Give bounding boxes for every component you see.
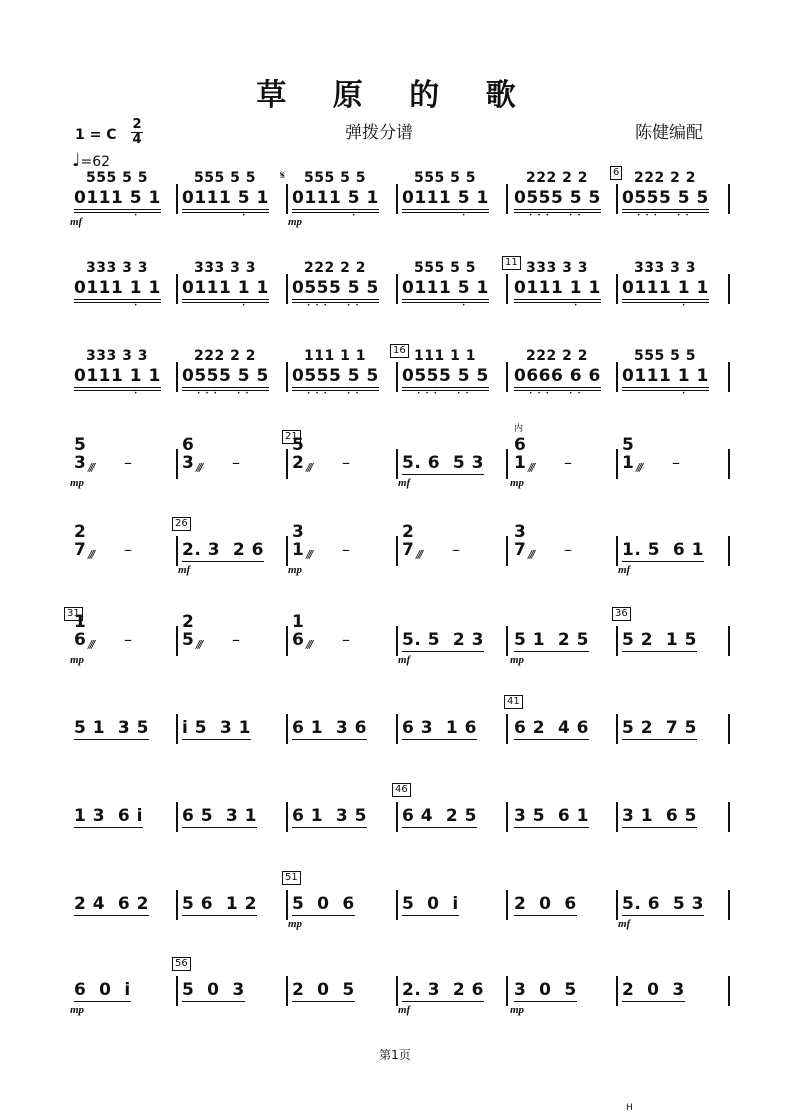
bar-line [616, 274, 618, 304]
technique-mark: 内 [514, 424, 524, 434]
bar-line [728, 449, 730, 479]
lower-voice: 2. 3 2 6 [402, 980, 484, 1000]
sustain-dash: – [124, 540, 132, 559]
octave-dots: · [74, 388, 143, 399]
bar-line [396, 802, 398, 832]
lower-voice: 5 1 3 5 [74, 718, 149, 738]
bar-line [286, 536, 288, 566]
bar-line [176, 274, 178, 304]
octave-dots: · [514, 300, 583, 311]
lower-voice: 5 0 3 [182, 980, 245, 1000]
tremolo-icon: /// [636, 461, 642, 474]
bar-line [396, 890, 398, 920]
lower-voice: 2 0 3 [622, 980, 685, 1000]
octave-dots: ··· ·· [514, 388, 586, 399]
dynamic-marking: mf [398, 477, 411, 489]
bar-line [286, 714, 288, 744]
upper-voice: 6 [182, 435, 195, 455]
octave-dots: · [402, 300, 471, 311]
bar-line [286, 184, 288, 214]
lower-voice: 5 2 1 5 [622, 630, 697, 650]
lower-voice: 2. 3 2 6 [182, 540, 264, 560]
octave-dots: ··· ·· [402, 388, 474, 399]
dynamic-marking: mp [510, 654, 525, 666]
lower-voice: 0111 1 1 [182, 278, 269, 303]
dynamic-marking: mp [288, 216, 303, 228]
lower-voice: 0555 5 5 [622, 188, 709, 213]
bar-line [286, 449, 288, 479]
tremolo-icon: /// [88, 548, 94, 561]
upper-voice: 5 [622, 435, 635, 455]
upper-voice: 333 3 3 [526, 260, 588, 276]
rehearsal-mark: 31 [64, 607, 83, 621]
lower-voice: 6 1 3 5 [292, 806, 367, 826]
lower-voice: 6 5 3 1 [182, 806, 257, 826]
upper-voice: 555 5 5 [194, 170, 256, 186]
upper-voice: 222 2 2 [634, 170, 696, 186]
bar-line [286, 976, 288, 1006]
lower-voice: 0111 5 1 [292, 188, 379, 213]
lower-voice: 6 1 3 6 [292, 718, 367, 738]
lower-voice: 6 [74, 630, 87, 650]
upper-voice: 222 2 2 [526, 348, 588, 364]
bar-line [506, 626, 508, 656]
upper-voice: 2 [402, 522, 415, 542]
tremolo-icon: /// [416, 548, 422, 561]
upper-voice: 1 [74, 612, 87, 632]
octave-dots: ··· ·· [292, 300, 364, 311]
page-title: 草 原 的 歌 [256, 78, 534, 113]
bar-line [728, 714, 730, 744]
system-row [0, 958, 790, 1032]
bar-line [176, 802, 178, 832]
bar-line [506, 714, 508, 744]
lower-voice: 3 [182, 453, 195, 473]
upper-voice: 5 [292, 435, 305, 455]
rehearsal-mark: 41 [504, 695, 523, 709]
bar-line [176, 626, 178, 656]
bar-line [396, 274, 398, 304]
upper-voice: 1 [292, 612, 305, 632]
upper-voice: 555 5 5 [634, 348, 696, 364]
bar-line [176, 536, 178, 566]
bar-line [506, 184, 508, 214]
rehearsal-mark: 6 [610, 166, 622, 180]
bar-line [396, 976, 398, 1006]
rehearsal-mark: 56 [172, 957, 191, 971]
system-row [0, 608, 790, 682]
bar-line [616, 714, 618, 744]
lower-voice: 0111 1 1 [622, 278, 709, 303]
bar-line [728, 802, 730, 832]
bar-line [616, 362, 618, 392]
corner-mark: H [626, 1103, 633, 1113]
quarter-note-icon: ♩ [72, 150, 81, 171]
dynamic-marking: mf [70, 216, 83, 228]
sustain-dash: – [342, 540, 350, 559]
sustain-dash: – [564, 453, 572, 472]
upper-voice: 5 [74, 435, 87, 455]
bar-line [286, 626, 288, 656]
dynamic-marking: mp [70, 654, 85, 666]
octave-dots: · [74, 300, 143, 311]
dynamic-marking: mf [398, 654, 411, 666]
tremolo-icon: /// [306, 548, 312, 561]
octave-dots: · [622, 300, 691, 311]
lower-voice: 0555 5 5 [292, 278, 379, 303]
system-row [0, 424, 790, 505]
tremolo-icon: /// [196, 461, 202, 474]
octave-dots: ··· ·· [622, 210, 694, 221]
rehearsal-mark: 11 [502, 256, 521, 270]
upper-voice: 2 [182, 612, 195, 632]
lower-voice: 6 4 2 5 [402, 806, 477, 826]
time-signature [131, 118, 143, 147]
bar-line [396, 184, 398, 214]
upper-voice: 333 3 3 [86, 348, 148, 364]
sustain-dash: – [232, 453, 240, 472]
sustain-dash: – [564, 540, 572, 559]
system-row [0, 872, 790, 946]
upper-voice: 333 3 3 [634, 260, 696, 276]
bar-line [286, 890, 288, 920]
tremolo-icon: /// [528, 461, 534, 474]
rehearsal-mark: 21 [282, 430, 301, 444]
lower-voice: 1 [514, 453, 527, 473]
key-signature: 1 = C [75, 127, 117, 143]
sustain-dash: – [342, 453, 350, 472]
octave-dots: ··· ·· [292, 388, 364, 399]
upper-voice: 3 [514, 522, 527, 542]
system-row [0, 518, 790, 592]
bar-line [176, 184, 178, 214]
dynamic-marking: mf [618, 564, 631, 576]
tempo-marking [72, 150, 110, 171]
bar-line [176, 976, 178, 1006]
bar-line [728, 976, 730, 1006]
time-signature-bottom: 4 [132, 132, 142, 147]
lower-voice: 0111 5 1 [182, 188, 269, 213]
octave-dots: · [402, 210, 471, 221]
bar-line [396, 362, 398, 392]
bar-line [286, 362, 288, 392]
lower-voice: 2 0 5 [292, 980, 355, 1000]
lower-voice: 3 [74, 453, 87, 473]
bar-line [176, 890, 178, 920]
octave-dots: · [622, 388, 691, 399]
time-signature-top: 2 [132, 117, 142, 132]
system-row [0, 696, 790, 770]
dynamic-marking: mf [398, 1004, 411, 1016]
lower-voice: 0555 5 5 [182, 366, 269, 391]
dynamic-marking: mf [178, 564, 191, 576]
octave-dots: ··· ·· [514, 210, 586, 221]
lower-voice: 0111 5 1 [402, 278, 489, 303]
lower-voice: i 5 3 1 [182, 718, 251, 738]
upper-voice: 6 [514, 435, 527, 455]
dynamic-marking: mp [288, 918, 303, 930]
dynamic-marking: mp [70, 1004, 85, 1016]
lower-voice: 0555 5 5 [514, 188, 601, 213]
sustain-dash: – [452, 540, 460, 559]
bar-line [616, 976, 618, 1006]
lower-voice: 6 [292, 630, 305, 650]
bar-line [616, 890, 618, 920]
sustain-dash: – [342, 630, 350, 649]
arranger-credit: 陈健编配 [635, 123, 703, 143]
sustain-dash: – [232, 630, 240, 649]
tremolo-icon: /// [196, 638, 202, 651]
bar-line [728, 890, 730, 920]
bar-line [616, 536, 618, 566]
page-number: 第1页 [379, 1048, 411, 1062]
octave-dots: · [182, 300, 251, 311]
bar-line [396, 536, 398, 566]
lower-voice: 5 0 6 [292, 894, 355, 914]
lower-voice: 3 0 5 [514, 980, 577, 1000]
bar-line [506, 802, 508, 832]
upper-voice: 222 2 2 [194, 348, 256, 364]
upper-voice: 222 2 2 [526, 170, 588, 186]
bar-line [728, 362, 730, 392]
bar-line [728, 536, 730, 566]
dynamic-marking: mp [510, 477, 525, 489]
bar-line [396, 626, 398, 656]
octave-dots: · [292, 210, 361, 221]
lower-voice: 6 0 i [74, 980, 131, 1000]
upper-voice: 3 [292, 522, 305, 542]
lower-voice: 0666 6 6 [514, 366, 601, 391]
lower-voice: 2 4 6 2 [74, 894, 149, 914]
lower-voice: 5 [182, 630, 195, 650]
upper-voice: 222 2 2 [304, 260, 366, 276]
octave-dots: ··· ·· [182, 388, 254, 399]
lower-voice: 0555 5 5 [402, 366, 489, 391]
lower-voice: 0111 1 1 [622, 366, 709, 391]
octave-dots: · [182, 210, 251, 221]
lower-voice: 7 [402, 540, 415, 560]
bar-line [506, 890, 508, 920]
lower-voice: 1 3 6 i [74, 806, 143, 826]
sustain-dash: – [124, 453, 132, 472]
lower-voice: 5. 6 5 3 [402, 453, 484, 473]
lower-voice: 5 2 7 5 [622, 718, 697, 738]
bar-line [616, 802, 618, 832]
lower-voice: 2 [292, 453, 305, 473]
dynamic-marking: mp [288, 564, 303, 576]
lower-voice: 3 1 6 5 [622, 806, 697, 826]
lower-voice: 1 [292, 540, 305, 560]
system-row [0, 784, 790, 858]
dynamic-marking: mp [70, 477, 85, 489]
bar-line [728, 184, 730, 214]
upper-voice: 555 5 5 [86, 170, 148, 186]
upper-voice: 555 5 5 [414, 260, 476, 276]
upper-voice: 111 1 1 [414, 348, 476, 364]
lower-voice: 3 5 6 1 [514, 806, 589, 826]
bar-line [728, 626, 730, 656]
octave-dots: · [74, 210, 143, 221]
lower-voice: 5 6 1 2 [182, 894, 257, 914]
tremolo-icon: /// [528, 548, 534, 561]
upper-voice: 333 3 3 [86, 260, 148, 276]
bar-line [396, 714, 398, 744]
lower-voice: 5. 6 5 3 [622, 894, 704, 914]
tempo-value: =62 [80, 154, 111, 170]
lower-voice: 7 [74, 540, 87, 560]
bar-line [616, 449, 618, 479]
lower-voice: 0555 5 5 [292, 366, 379, 391]
lower-voice: 5 1 2 5 [514, 630, 589, 650]
bar-line [286, 802, 288, 832]
rehearsal-mark: 51 [282, 871, 301, 885]
upper-voice: 111 1 1 [304, 348, 366, 364]
upper-voice: 555 5 5 [414, 170, 476, 186]
bar-line [616, 184, 618, 214]
segno-icon: 𝄋 [280, 168, 286, 182]
bar-line [506, 362, 508, 392]
lower-voice: 2 0 6 [514, 894, 577, 914]
bar-line [506, 976, 508, 1006]
tremolo-icon: /// [88, 461, 94, 474]
lower-voice: 5 0 i [402, 894, 459, 914]
bar-line [176, 362, 178, 392]
lower-voice: 1 [622, 453, 635, 473]
lower-voice: 0111 1 1 [514, 278, 601, 303]
dynamic-marking: mp [510, 1004, 525, 1016]
upper-voice: 333 3 3 [194, 260, 256, 276]
bar-line [728, 274, 730, 304]
sustain-dash: – [124, 630, 132, 649]
rehearsal-mark: 46 [392, 783, 411, 797]
tremolo-icon: /// [306, 638, 312, 651]
lower-voice: 0111 1 1 [74, 366, 161, 391]
sustain-dash: – [672, 453, 680, 472]
bar-line [286, 274, 288, 304]
bar-line [506, 274, 508, 304]
bar-line [396, 449, 398, 479]
bar-line [176, 714, 178, 744]
lower-voice: 0111 1 1 [74, 278, 161, 303]
rehearsal-mark: 26 [172, 517, 191, 531]
lower-voice: 5. 5 2 3 [402, 630, 484, 650]
rehearsal-mark: 36 [612, 607, 631, 621]
system-row [0, 345, 790, 418]
lower-voice: 1. 5 6 1 [622, 540, 704, 560]
lower-voice: 0111 5 1 [402, 188, 489, 213]
lower-voice: 6 2 4 6 [514, 718, 589, 738]
bar-line [506, 536, 508, 566]
rehearsal-mark: 16 [390, 344, 409, 358]
upper-voice: 555 5 5 [304, 170, 366, 186]
tremolo-icon: /// [88, 638, 94, 651]
system-row [0, 167, 790, 240]
lower-voice: 7 [514, 540, 527, 560]
bar-line [616, 626, 618, 656]
lower-voice: 0111 5 1 [74, 188, 161, 213]
lower-voice: 6 3 1 6 [402, 718, 477, 738]
bar-line [506, 449, 508, 479]
system-row [0, 257, 790, 330]
bar-line [176, 449, 178, 479]
score-subtitle: 弹拨分谱 [345, 123, 413, 143]
dynamic-marking: mf [618, 918, 631, 930]
tremolo-icon: /// [306, 461, 312, 474]
upper-voice: 2 [74, 522, 87, 542]
